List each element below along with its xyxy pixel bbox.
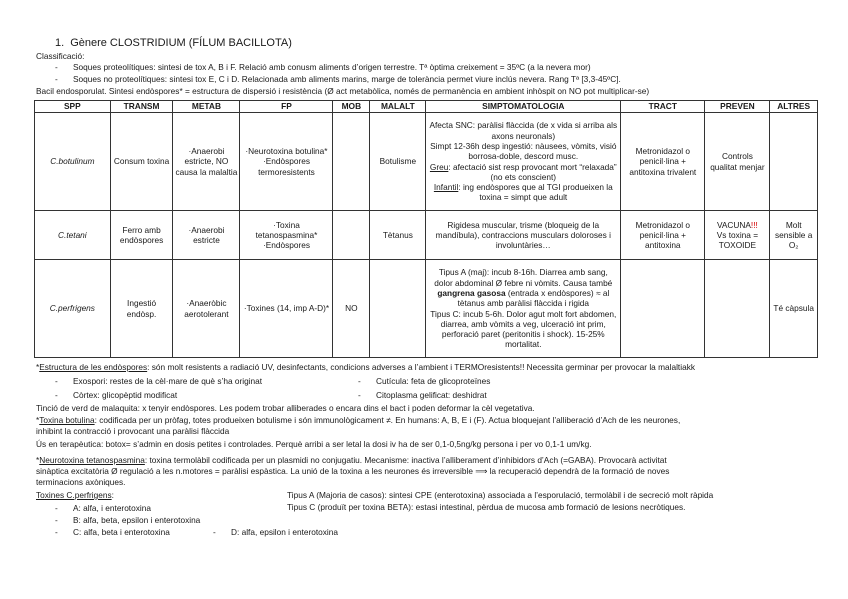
cell-spp: C.tetani bbox=[35, 211, 111, 260]
cell-metab: ·Anaeròbic aerotolerant bbox=[173, 260, 240, 358]
cell-preven bbox=[705, 260, 770, 358]
table-row bbox=[35, 260, 818, 358]
classification-heading: Classificació: bbox=[36, 51, 85, 61]
tetanospasmina-note-line: sinàptica excitatòria Ø regulació a les n.motores = paràlisi espàstica. La unió de la toxina a les neurones és irreversible ⟹ la recuperació dependrà de la formació de noves bbox=[36, 466, 670, 476]
cell-mob: NO bbox=[333, 260, 370, 358]
cell-transm: Ingestió endòsp. bbox=[110, 260, 173, 358]
tetanospasmina-note-line: terminacions axòniques. bbox=[36, 477, 126, 487]
table-row bbox=[35, 211, 818, 260]
cell-spp: C.perfrigens bbox=[35, 260, 111, 358]
perfrigens-type-c: Tipus C (produït per toxina BETA): estasi intestinal, pèrdua de mucosa amb formació de lesions necròtiques. bbox=[287, 502, 686, 512]
cell-transm: Consum toxina bbox=[110, 113, 173, 211]
cell-tract: Metronidazol o penicil·lina + antitoxina trivalent bbox=[621, 113, 705, 211]
classification-item: - Soques proteolítiques: sintesi de tox A, B i F. Relació amb conusm aliments d’origen terrestre. Tª òptima creixement = 35ºC (a la nevera mor) bbox=[55, 62, 591, 72]
cell-fp: ·Toxines (14, imp A-D)* bbox=[240, 260, 333, 358]
emphasis-mark: !!! bbox=[750, 219, 758, 230]
spores-layer-item: - Còrtex: glicopèptid modificat bbox=[55, 390, 178, 400]
cell-fp: ·Neurotoxina botulina* ·Endòspores termoresistents bbox=[240, 113, 333, 211]
header-preven: PREVEN bbox=[705, 101, 770, 113]
header-altres: ALTRES bbox=[770, 101, 818, 113]
botulina-note: *Toxina botulina: codificada per un pròfag, totes produeixen botulisme i són immunològicament ≠. En humans: A, B, E i (F). Actua bloquejant l’alliberació d’Ach de les neurones, bbox=[36, 415, 681, 425]
cell-tract bbox=[621, 260, 705, 358]
section-title-text: Gènere CLOSTRIDIUM (FÍLUM BACILLOTA) bbox=[70, 37, 292, 49]
perfrigens-toxin-item: - B: alfa, beta, epsilon i enterotoxina bbox=[55, 515, 201, 525]
header-fp: FP bbox=[240, 101, 333, 113]
cell-simptomatologia: Tipus A (maj): incub 8-16h. Diarrea amb sang, dolor abdominal Ø febre ni vòmits. Causa també gangrena gasosa (entrada x endòspores) ≈ al tètanus amb paràlisi flàccida i rigida Tipus C: incub 5-6h. Dolor agut molt fort abdomen, diarrea, amb vòmits a veg, ulceració int prim, perforació paret (peritonitis i shock). 15-25% mortalitat. bbox=[426, 260, 621, 358]
stain-note: Tinció de verd de malaquita: x tenyir endòspores. Les podem trobar alliberades o encara dins el bact i poden deformar la cèl vegetativa. bbox=[36, 403, 535, 413]
cell-altres: Molt sensible a O₂ bbox=[770, 211, 818, 260]
classification-item: - Soques no proteolítiques: sintesi tox E, C i D. Relacionada amb aliments marins, marge de tolerància permet viure inclús nevera. Rang Tª [3,3-45ºC]. bbox=[55, 74, 621, 84]
cell-metab: ·Anaerobi estricte bbox=[173, 211, 240, 260]
botulina-note-line: inhibint la contracció i provocant una paràlisi flàccida bbox=[36, 426, 230, 436]
cell-preven: VACUNA!!! Vs toxina = TOXOIDE bbox=[705, 211, 770, 260]
spores-note: *Estructura de les endòspores: són molt resistents a radiació UV, desinfectants, condicions adverses a l’ambient i TERMOresistents!! Necessita germinar per provocar la malaltiakk bbox=[36, 362, 695, 372]
cell-malalt: Botulisme bbox=[370, 113, 426, 211]
header-transm: TRANSM bbox=[110, 101, 173, 113]
cell-simptomatologia: Rigidesa muscular, trisme (bloqueig de la mandíbula), contraccions musculars doloroses i involuntàries… bbox=[426, 211, 621, 260]
cell-altres bbox=[770, 113, 818, 211]
perfrigens-toxin-item: - D: alfa, epsilon i enterotoxina bbox=[213, 527, 339, 537]
spores-layer-item: - Exospori: restes de la cèl·mare de què s’ha originat bbox=[55, 376, 263, 386]
spore-summary-line: Bacil endosporulat. Sintesi endòspores* = estructura de dispersió i resistència (Ø act metabòlica, només de permanència en ambient inhòspit on NO pot multiplicar-se) bbox=[36, 86, 650, 96]
cell-mob bbox=[333, 113, 370, 211]
cell-simptomatologia: Afecta SNC: paràlisi flàccida (de x vida si arriba als axons neuronals) Simpt 12-36h desp ingestió: nàusees, vòmits, visió borrosa-doble, descord musc. Greu: afectació sist resp provocant mort “relaxada” (no ets conscient) Infantil: ing endòspores que al TGI produeixen la toxina = simpt que adult bbox=[426, 113, 621, 211]
cell-malalt: Tètanus bbox=[370, 211, 426, 260]
table-row bbox=[35, 113, 818, 211]
header-metab: METAB bbox=[173, 101, 240, 113]
clostridium-table bbox=[34, 100, 818, 358]
section-number: 1. bbox=[55, 37, 65, 49]
header-simptomatologia: SIMPTOMATOLOGIA bbox=[426, 101, 621, 113]
section-title bbox=[55, 37, 292, 50]
header-tract: TRACT bbox=[621, 101, 705, 113]
spores-layer-item: - Cutícula: feta de glicoproteïnes bbox=[358, 376, 491, 386]
cell-altres: Té càpsula bbox=[770, 260, 818, 358]
perfrigens-toxin-item: - A: alfa, i enterotoxina bbox=[55, 503, 151, 513]
cell-preven: Controls qualitat menjar bbox=[705, 113, 770, 211]
botox-note: Ús en terapèutica: botox= s’admin en dosis petites i controlades. Perquè arribi a ser letal la dosi iv ha de ser 0,1-0,5ng/kg persona i per vo 0,1-1 um/kg. bbox=[36, 439, 592, 449]
cell-spp: C.botulinum bbox=[35, 113, 111, 211]
cell-transm: Ferro amb endòspores bbox=[110, 211, 173, 260]
header-spp: SPP bbox=[35, 101, 111, 113]
cell-malalt bbox=[370, 260, 426, 358]
tetanospasmina-note: *Neurotoxina tetanospasmina: toxina termolàbil codificada per un plasmidi no conjugatiu. Mecanisme: inactiva l’alliberament d’inhibidors d’Ach (=GABA). Provocarà activitat bbox=[36, 455, 667, 465]
cell-fp: ·Toxina tetanospasmina* ·Endòspores bbox=[240, 211, 333, 260]
cell-tract: Metronidazol o penicil·lina + antitoxina bbox=[621, 211, 705, 260]
perfrigens-toxin-item: - C: alfa, beta i enterotoxina bbox=[55, 527, 170, 537]
spores-layer-item: - Citoplasma gelificat: deshidrat bbox=[358, 390, 487, 400]
perfrigens-toxins-heading: Toxines C.perfrigens: bbox=[36, 490, 114, 500]
cell-metab: ·Anaerobi estricte, NO causa la malaltia bbox=[173, 113, 240, 211]
header-mob: MOB bbox=[333, 101, 370, 113]
perfrigens-type-a: Tipus A (Majoria de casos): sintesi CPE (enterotoxina) associada a l’esporulació, termolàbil i de secreció molt ràpida bbox=[287, 490, 714, 500]
table-header-row bbox=[35, 101, 818, 113]
cell-mob bbox=[333, 211, 370, 260]
header-malalt: MALALT bbox=[370, 101, 426, 113]
